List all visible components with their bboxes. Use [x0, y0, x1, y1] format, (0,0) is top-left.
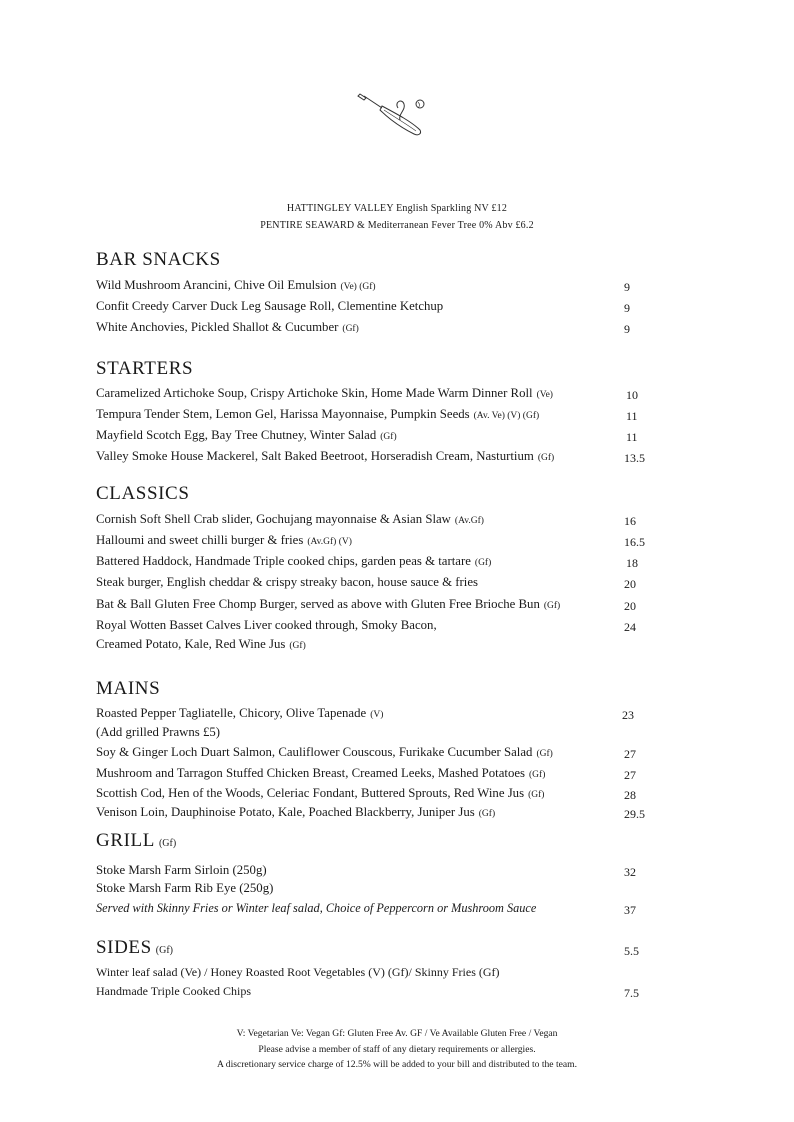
item-name: Confit Creedy Carver Duck Leg Sausage Roll, Clementine Ketchup	[96, 299, 444, 313]
item-name: Mayfield Scotch Egg, Bay Tree Chutney, Winter Salad	[96, 428, 377, 442]
menu-item	[96, 554, 491, 569]
dietary-tag: (Gf)	[155, 945, 174, 956]
section-title-mains: MAINS	[96, 678, 161, 699]
item-price: 24	[624, 620, 636, 634]
item-price: 11	[626, 430, 638, 444]
item-price: 27	[624, 747, 636, 761]
item-name: Handmade Triple Cooked Chips	[96, 984, 251, 998]
menu-item	[96, 766, 545, 781]
item-price: 9	[624, 301, 630, 315]
item-price: 20	[624, 599, 636, 613]
item-name: Roasted Pepper Tagliatelle, Chicory, Olive Tapenade	[96, 706, 367, 720]
menu-item	[96, 299, 443, 314]
item-name: Scottish Cod, Hen of the Woods, Celeriac Fondant, Buttered Sprouts, Red Wine Jus	[96, 786, 525, 800]
item-price: 16	[624, 514, 636, 528]
item-price: 7.5	[624, 986, 639, 1000]
cricket-bat-and-ball-icon	[352, 88, 438, 148]
item-name: Steak burger, English cheddar & crispy streaky bacon, house sauce & fries	[96, 575, 478, 589]
item-name: Mushroom and Tarragon Stuffed Chicken Breast, Creamed Leeks, Mashed Potatoes	[96, 766, 526, 780]
menu-item	[96, 428, 397, 443]
menu-item-addon	[96, 725, 220, 740]
menu-item	[96, 745, 553, 760]
dietary-tag: (Av.Gf)	[454, 516, 484, 526]
section-title-classics: CLASSICS	[96, 483, 190, 504]
section-title-text: GRILL	[96, 830, 155, 851]
item-name: Stoke Marsh Farm Sirloin (250g)	[96, 863, 267, 877]
drink-line-soft: PENTIRE SEAWARD & Mediterranean Fever Tree 0% Abv £6.2	[260, 220, 534, 231]
item-name: Wild Mushroom Arancini, Chive Oil Emulsion	[96, 278, 337, 292]
menu-item	[96, 597, 560, 612]
footer-legend: V: Vegetarian Ve: Vegan Gf: Gluten Free Av. GF / Ve Available Gluten Free / Vegan	[236, 1028, 558, 1039]
menu-item	[96, 449, 554, 464]
section-title-starters: STARTERS	[96, 358, 194, 379]
menu-item	[96, 278, 376, 293]
dietary-tag: (Gf)	[529, 770, 546, 780]
menu-item	[96, 805, 495, 820]
item-name: Valley Smoke House Mackerel, Salt Baked Beetroot, Horseradish Cream, Nasturtium	[96, 449, 534, 463]
section-title-text: SIDES	[96, 937, 152, 958]
menu-item	[96, 618, 437, 633]
menu-item	[96, 984, 251, 999]
dietary-tag: (V)	[370, 710, 384, 720]
menu-item	[96, 320, 359, 335]
item-price: 9	[624, 280, 630, 294]
dietary-tag: (Av.Gf) (V)	[307, 537, 352, 547]
menu-item	[96, 407, 539, 422]
item-price: 10	[626, 388, 638, 402]
item-name: Cornish Soft Shell Crab slider, Gochujang mayonnaise & Asian Slaw	[96, 512, 451, 526]
item-name: Venison Loin, Dauphinoise Potato, Kale, Poached Blackberry, Juniper Jus	[96, 805, 475, 819]
item-price: 5.5	[624, 944, 639, 958]
item-price: 32	[624, 865, 636, 879]
item-price: 9	[624, 322, 630, 336]
drink-line-sparkling: HATTINGLEY VALLEY English Sparkling NV £12	[286, 203, 508, 214]
item-name: Bat & Ball Gluten Free Chomp Burger, served as above with Gluten Free Brioche Bun	[96, 597, 540, 611]
item-name: Stoke Marsh Farm Rib Eye (250g)	[96, 881, 274, 895]
menu-item-continued	[96, 637, 306, 652]
item-name: Caramelized Artichoke Soup, Crispy Artichoke Skin, Home Made Warm Dinner Roll	[96, 386, 533, 400]
item-name: Royal Wotten Basset Calves Liver cooked through, Smoky Bacon,	[96, 618, 437, 632]
menu-item	[96, 386, 553, 401]
section-title-grill	[96, 830, 176, 852]
footer-allergy-note: Please advise a member of staff of any dietary requirements or allergies.	[258, 1044, 536, 1055]
dietary-tag: (Av. Ve) (V) (Gf)	[473, 411, 540, 421]
item-name: White Anchovies, Pickled Shallot & Cucumber	[96, 320, 339, 334]
dietary-tag: (Gf)	[536, 749, 553, 759]
section-title-bar-snacks: BAR SNACKS	[96, 249, 221, 270]
menu-item	[96, 786, 544, 801]
dietary-tag: (Gf)	[478, 809, 496, 819]
menu-item	[96, 512, 484, 527]
menu-item	[96, 881, 273, 896]
section-title-sides	[96, 937, 173, 959]
item-price: 27	[624, 768, 636, 782]
item-price: 11	[626, 409, 638, 423]
dietary-tag: (Gf)	[380, 432, 397, 442]
menu-item	[96, 533, 352, 548]
item-price: 13.5	[624, 451, 645, 465]
dietary-tag: (Gf)	[342, 324, 359, 334]
item-price: 20	[624, 577, 636, 591]
dietary-tag: (Gf)	[537, 453, 555, 463]
menu-item	[96, 863, 267, 878]
item-price: 18	[626, 556, 638, 570]
item-price: 37	[624, 903, 636, 917]
item-name: Tempura Tender Stem, Lemon Gel, Harissa Mayonnaise, Pumpkin Seeds	[96, 407, 470, 421]
item-price: 16.5	[624, 535, 645, 549]
menu-item	[96, 706, 383, 721]
dietary-tag: (Gf)	[543, 601, 561, 611]
item-name: Halloumi and sweet chilli burger & fries	[96, 533, 304, 547]
grill-serving-note: Served with Skinny Fries or Winter leaf salad, Choice of Peppercorn or Mushroom Sauce	[96, 901, 537, 915]
item-name: Winter leaf salad (Ve) / Honey Roasted Root Vegetables (V) (Gf)/ Skinny Fries (Gf)	[96, 965, 500, 979]
dietary-tag: (Gf)	[474, 558, 492, 568]
item-price: 23	[622, 708, 634, 722]
item-name: Battered Haddock, Handmade Triple cooked chips, garden peas & tartare	[96, 554, 471, 568]
item-name: (Add grilled Prawns £5)	[96, 725, 221, 739]
footer-service-charge: A discretionary service charge of 12.5% will be added to your bill and distributed to the team.	[216, 1059, 578, 1070]
dietary-tag: (Gf)	[158, 838, 177, 849]
item-name: Creamed Potato, Kale, Red Wine Jus	[96, 637, 286, 651]
dietary-tag: (Ve)	[536, 390, 553, 400]
dietary-tag: (Gf)	[289, 641, 306, 651]
item-name: Soy & Ginger Loch Duart Salmon, Cauliflower Couscous, Furikake Cucumber Salad	[96, 745, 533, 759]
dietary-tag: (Gf)	[528, 790, 545, 800]
item-price: 28	[624, 788, 636, 802]
menu-item	[96, 575, 478, 590]
dietary-tag: (Ve) (Gf)	[340, 282, 376, 292]
menu-item	[96, 965, 500, 980]
item-price: 29.5	[624, 807, 645, 821]
